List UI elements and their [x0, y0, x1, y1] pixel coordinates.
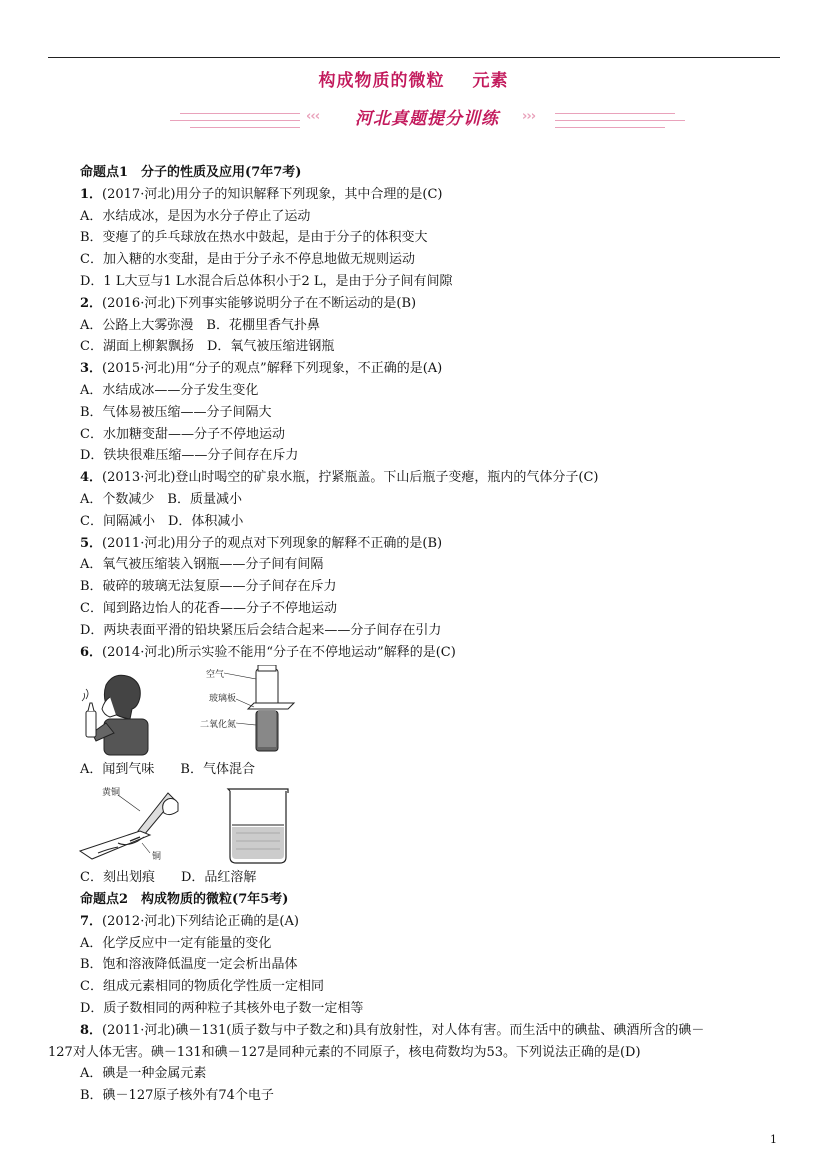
question-1-option-a: A．水结成冰，是因为水分子停止了运动 — [80, 208, 311, 224]
question-1-option-b: B．变瘪了的乒乓球放在热水中鼓起，是由于分子的体积变大 — [80, 230, 428, 246]
question-2-options-ab: A．公路上大雾弥漫 B．花棚里香气扑鼻 — [80, 317, 320, 333]
question-list — [48, 162, 780, 1107]
question-8-option-b: B．碘－127原子核外有74个电子 — [80, 1088, 274, 1104]
question-2-options-cd: C．湖面上柳絮飘扬 D．氧气被压缩进钢瓶 — [80, 339, 335, 355]
question-3-option-c: C．水加糖变甜——分子不停地运动 — [80, 426, 285, 442]
section-heading-2: 命题点2 构成物质的微粒(7年5考) — [80, 891, 289, 907]
question-4-options-cd: C．间隔减小 D．体积减小 — [80, 513, 244, 529]
question-3-option-b: B．气体易被压缩——分子间隔大 — [80, 404, 272, 420]
question-6-options-ab: A．闻到气味 B．气体混合 — [80, 762, 255, 778]
banner-label: 河北真题提分训练 — [355, 109, 499, 129]
smelling-figure — [76, 671, 156, 756]
beaker-figure — [224, 785, 294, 865]
question-8-option-a: A．碘是一种金属元素 — [80, 1066, 207, 1082]
scratch-figure — [78, 783, 188, 863]
question-7-option-d: D．质子数相同的两种粒子其核外电子数一定相等 — [80, 1000, 364, 1016]
question-6-stem: 6．(2014·河北)所示实验不能用“分子在不停地运动”解释的是(C) — [80, 644, 456, 660]
question-7-option-b: B．饱和溶液降低温度一定会析出晶体 — [80, 957, 298, 973]
label-no2: 二氧化氮 — [199, 720, 236, 731]
question-5-option-d: D．两块表面平滑的铅块紧压后会结合起来——分子间存在引力 — [80, 622, 442, 638]
question-1-stem: 1．(2017·河北)用分子的知识解释下列现象，其中合理的是(C) — [80, 186, 443, 202]
label-copper: 铜 — [152, 852, 162, 863]
question-6-figures-cd — [80, 781, 780, 867]
title-part1: 构成物质的微粒 — [318, 71, 445, 91]
question-5-option-a: A．氧气被压缩装入钢瓶——分子间有间隔 — [80, 557, 324, 573]
header-rule — [48, 57, 780, 58]
question-2-stem: 2．(2016·河北)下列事实能够说明分子在不断运动的是(B) — [80, 295, 417, 311]
question-4-options-ab: A．个数减少 B．质量减小 — [80, 491, 242, 507]
question-6-figures-ab — [80, 663, 780, 759]
banner-chevrons-left: ‹‹‹ — [306, 109, 320, 124]
question-1-option-d: D．1 L大豆与1 L水混合后总体积小于2 L，是由于分子间有间隙 — [80, 273, 453, 289]
section-heading-1: 命题点1 分子的性质及应用(7年7考) — [80, 165, 302, 180]
section-banner — [170, 104, 685, 136]
question-4-stem: 4．(2013·河北)登山时喝空的矿泉水瓶，拧紧瓶盖。下山后瓶子变瘪，瓶内的气体分子(C) — [80, 470, 599, 486]
question-3-stem: 3．(2015·河北)用“分子的观点”解释下列现象，不正确的是(A) — [80, 361, 443, 377]
gas-mixing-figure — [196, 665, 316, 755]
label-glass-plate: 玻璃板 — [208, 694, 236, 705]
question-5-option-c: C．闻到路边怡人的花香——分子不停地运动 — [80, 600, 337, 616]
page-title — [0, 66, 827, 91]
question-3-option-a: A．水结成冰——分子发生变化 — [80, 382, 259, 398]
question-1-option-c: C．加入糖的水变甜，是由于分子永不停息地做无规则运动 — [80, 252, 415, 268]
question-3-option-d: D．铁块很难压缩——分子间存在斥力 — [80, 448, 299, 464]
banner-lines-right — [555, 111, 685, 129]
page-number: 1 — [770, 1133, 777, 1146]
question-7-option-a: A．化学反应中一定有能量的变化 — [80, 935, 272, 951]
question-5-option-b: B．破碎的玻璃无法复原——分子间存在斥力 — [80, 579, 337, 595]
banner-lines-left — [170, 111, 300, 129]
banner-chevrons-right: ››› — [522, 109, 536, 124]
question-6-options-cd: C．刻出划痕 D．品红溶解 — [80, 870, 257, 886]
question-7-stem: 7．(2012·河北)下列结论正确的是(A) — [80, 913, 299, 929]
label-air: 空气 — [205, 670, 224, 681]
question-5-stem: 5．(2011·河北)用分子的观点对下列现象的解释不正确的是(B) — [80, 535, 443, 551]
question-7-option-c: C．组成元素相同的物质化学性质一定相同 — [80, 979, 324, 995]
label-brass: 黄铜 — [102, 788, 121, 799]
question-8-stem-line1: 8．(2011·河北)碘－131(质子数与中子数之和)具有放射性，对人体有害。而生活中的碘盐、碘酒所含的碘－ — [80, 1022, 705, 1038]
question-8-stem-line2: 127对人体无害。碘－131和碘－127是同种元素的不同原子，核电荷数均为53。下列说法正确的是(D) — [48, 1044, 641, 1060]
title-part2: 元素 — [472, 71, 509, 91]
